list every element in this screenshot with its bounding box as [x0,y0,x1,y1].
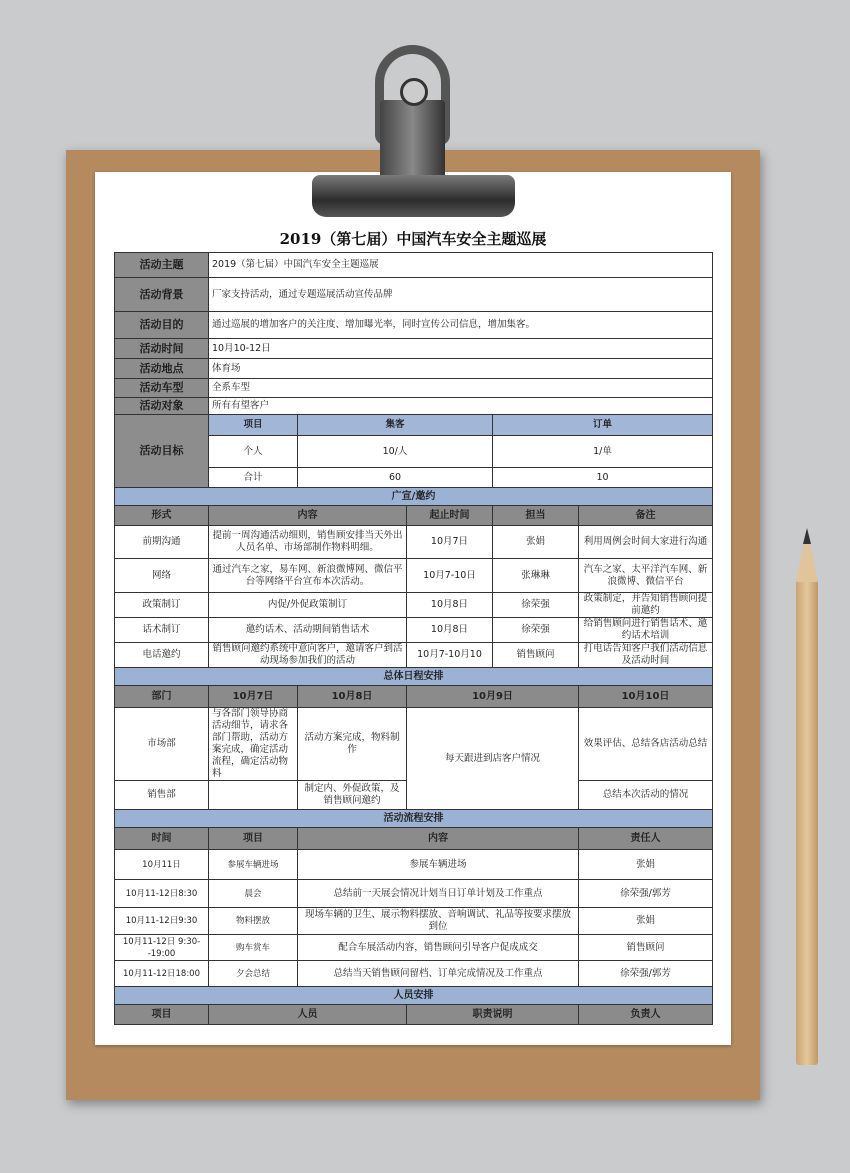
info-value: 厂家支持活动，通过专题巡展活动宣传品牌 [209,278,713,312]
section-title: 广宣/邀约 [115,488,713,506]
table-cell: 总结前一天展会情况计划当日订单计划及工作重点 [298,880,579,908]
info-row [115,379,713,398]
table-cell: 提前一周沟通活动细则，销售顾安排当天外出人员名单、市场部制作物料明细。 [209,526,407,559]
table-cell: 汽车之家、太平洋汽车网、新浪微博、微信平台 [579,559,713,593]
section-title: 总体日程安排 [115,668,713,686]
column-header: 内容 [298,828,579,850]
table-row [115,643,713,668]
table-row [115,618,713,643]
table-cell: 张娟 [493,526,579,559]
table-cell: 政策制定，并告知销售顾问提前邀约 [579,593,713,618]
table-cell: 前期沟通 [115,526,209,559]
table-cell: 10月11-12日9:30 [115,908,209,935]
table-cell: 活动方案完成，物料制作 [298,708,407,781]
table-cell: 1/单 [493,436,713,468]
info-label: 活动对象 [115,398,209,415]
table-cell: 购车赏车 [209,935,298,961]
table-cell: 通过汽车之家，易车网、新浪微博网、微信平台等网络平台宣布本次活动。 [209,559,407,593]
info-label: 活动目标 [115,415,209,488]
table-row [115,908,713,935]
info-value: 所有有望客户 [209,398,713,415]
table-cell: 电话邀约 [115,643,209,668]
pencil-lead [803,528,811,544]
column-header: 10月8日 [298,686,407,708]
clip-hole [400,78,428,106]
table-cell: 销售顾问邀约系统中意向客户，邀请客户到活动现场参加我们的活动 [209,643,407,668]
pencil [796,580,818,1065]
table-cell: 销售部 [115,781,209,810]
plan-table [114,252,713,1025]
column-header-row [115,1005,713,1025]
column-header-row [115,828,713,850]
table-cell: 配合车展活动内容，销售顾问引导客户促成成交 [298,935,579,961]
table-cell: 10月7日 [407,526,493,559]
table-cell [209,781,298,810]
column-header: 负责人 [579,1005,713,1025]
table-cell: 10/人 [298,436,493,468]
table-cell: 销售顾问 [579,935,713,961]
table-cell: 每天跟进到店客户情况 [407,708,579,810]
table-cell: 参展车辆进场 [298,850,579,880]
table-cell: 10月7-10月10 [407,643,493,668]
table-cell: 张娟 [579,850,713,880]
info-label: 活动地点 [115,359,209,379]
table-cell: 10月7-10日 [407,559,493,593]
table-cell: 徐荣强/郭芳 [579,880,713,908]
column-header: 人员 [209,1005,407,1025]
target-header: 集客 [298,415,493,436]
table-cell: 邀约话术、活动期间销售话术 [209,618,407,643]
info-row [115,278,713,312]
document-title: 2019（第七届）中国汽车安全主题巡展 [279,230,547,248]
table-cell: 张娟 [579,908,713,935]
info-row [115,359,713,379]
info-label: 活动目的 [115,312,209,339]
column-header: 内容 [209,506,407,526]
table-row [115,850,713,880]
table-cell: 徐荣强/郭芳 [579,961,713,987]
binder-clip [312,175,515,217]
table-row [115,559,713,593]
info-value: 2019（第七届）中国汽车安全主题巡展 [209,253,713,278]
section-title: 人员安排 [115,987,713,1005]
column-header: 10月7日 [209,686,298,708]
info-label: 活动主题 [115,253,209,278]
table-cell: 10月8日 [407,618,493,643]
section-header [115,668,713,686]
table-cell: 给销售顾问进行销售话术、邀约话术培训 [579,618,713,643]
column-header-row [115,686,713,708]
table-row [115,880,713,908]
table-cell: 10月11-12日18:00 [115,961,209,987]
target-header-row [115,415,713,436]
column-header: 10月9日 [407,686,579,708]
section-title: 活动流程安排 [115,810,713,828]
section-header [115,488,713,506]
info-row [115,312,713,339]
column-header: 形式 [115,506,209,526]
table-row [115,526,713,559]
table-cell: 徐荣强 [493,593,579,618]
column-header: 项目 [209,828,298,850]
info-value: 10月10-12日 [209,339,713,359]
table-cell: 效果评估、总结各店活动总结 [579,708,713,781]
column-header: 时间 [115,828,209,850]
table-row [115,593,713,618]
table-cell: 总结本次活动的情况 [579,781,713,810]
table-cell: 话术制订 [115,618,209,643]
table-cell: 现场车辆的卫生、展示物料摆放、音响调试、礼品等按要求摆放到位 [298,908,579,935]
column-header-row [115,506,713,526]
table-cell: 个人 [209,436,298,468]
info-value: 体育场 [209,359,713,379]
table-cell: 晨会 [209,880,298,908]
info-row [115,253,713,278]
table-cell: 物料摆放 [209,908,298,935]
table-row [115,708,713,781]
table-cell: 制定内、外促政策，及销售顾问邀约 [298,781,407,810]
column-header: 备注 [579,506,713,526]
column-header: 10月10日 [579,686,713,708]
table-cell: 政策制订 [115,593,209,618]
table-cell: 网络 [115,559,209,593]
table-cell: 总结当天销售顾问留档、订单完成情况及工作重点 [298,961,579,987]
column-header: 部门 [115,686,209,708]
clip-lever [380,100,445,180]
section-header [115,987,713,1005]
table-cell: 内促/外促政策制订 [209,593,407,618]
table-cell: 销售顾问 [493,643,579,668]
info-row [115,398,713,415]
table-cell: 参展车辆进场 [209,850,298,880]
info-value: 全系车型 [209,379,713,398]
table-row [115,961,713,987]
table-cell: 合计 [209,468,298,488]
table-cell: 徐荣强 [493,618,579,643]
target-header: 订单 [493,415,713,436]
table-cell: 10月11-12日8:30 [115,880,209,908]
table-cell: 利用周例会时间大家进行沟通 [579,526,713,559]
table-cell: 与各部门领导协商活动细节，请求各部门帮助，活动方案完成，确定活动流程，确定活动物料 [209,708,298,781]
table-row [115,935,713,961]
table-cell: 10月8日 [407,593,493,618]
column-header: 起止时间 [407,506,493,526]
table-cell: 市场部 [115,708,209,781]
table-cell: 10月11-12日 9:30--19:00 [115,935,209,961]
table-cell: 张琳琳 [493,559,579,593]
info-label: 活动时间 [115,339,209,359]
table-cell: 夕会总结 [209,961,298,987]
column-header: 担当 [493,506,579,526]
info-row [115,339,713,359]
target-header: 项目 [209,415,298,436]
table-cell: 打电话告知客户我们活动信息及活动时间 [579,643,713,668]
column-header: 项目 [115,1005,209,1025]
table-cell: 10 [493,468,713,488]
table-cell: 10月11日 [115,850,209,880]
column-header: 职责说明 [407,1005,579,1025]
column-header: 责任人 [579,828,713,850]
section-header [115,810,713,828]
info-label: 活动背景 [115,278,209,312]
info-label: 活动车型 [115,379,209,398]
info-value: 通过巡展的增加客户的关注度、增加曝光率，同时宣传公司信息，增加集客。 [209,312,713,339]
table-cell: 60 [298,468,493,488]
